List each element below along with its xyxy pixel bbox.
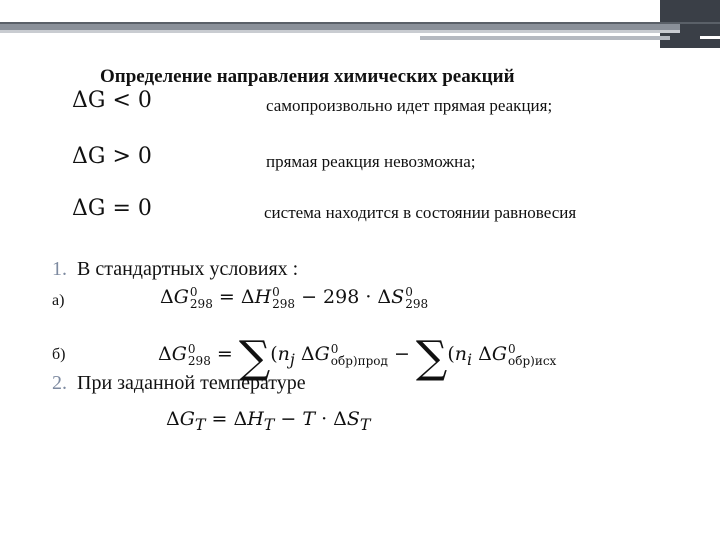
formula-standard-gibbs: ΔG 0 298 = ΔH 0 298 − 298 · ΔS 0 298 xyxy=(160,285,429,311)
condition-formula-positive: ΔG > 0 xyxy=(72,144,152,169)
header-bar xyxy=(0,0,720,48)
page-title: Определение направления химических реакций xyxy=(100,66,515,87)
list-number-1: 1. xyxy=(52,258,67,280)
condition-description-negative: самопроизвольно идет прямая реакция; xyxy=(266,96,553,115)
list-number-2: 2. xyxy=(52,372,67,394)
condition-formula-negative: ΔG < 0 xyxy=(72,88,152,113)
formula-hess-gibbs: ΔG 0 298 = $\sum(n_j$ ΔG 0 обр)прод − $\sum(n_i$ ΔG 0 обр)исх xyxy=(158,332,557,383)
condition-description-zero: система находится в состоянии равновесия xyxy=(264,203,577,222)
list-text-1: В стандартных условиях : xyxy=(77,258,299,280)
list-item-2 xyxy=(52,372,306,395)
condition-formula-zero: ΔG = 0 xyxy=(72,196,152,221)
sub-label-b: б) xyxy=(52,346,66,363)
list-text-2: При заданной температуре xyxy=(77,372,306,394)
condition-description-positive: прямая реакция невозможна; xyxy=(266,152,476,171)
list-item-1 xyxy=(52,258,298,281)
formula-temperature-gibbs: $\Delta G_T = \Delta H_T - T \cdot \Delta S_T$ xyxy=(166,408,371,434)
sub-label-a: а) xyxy=(52,292,65,309)
